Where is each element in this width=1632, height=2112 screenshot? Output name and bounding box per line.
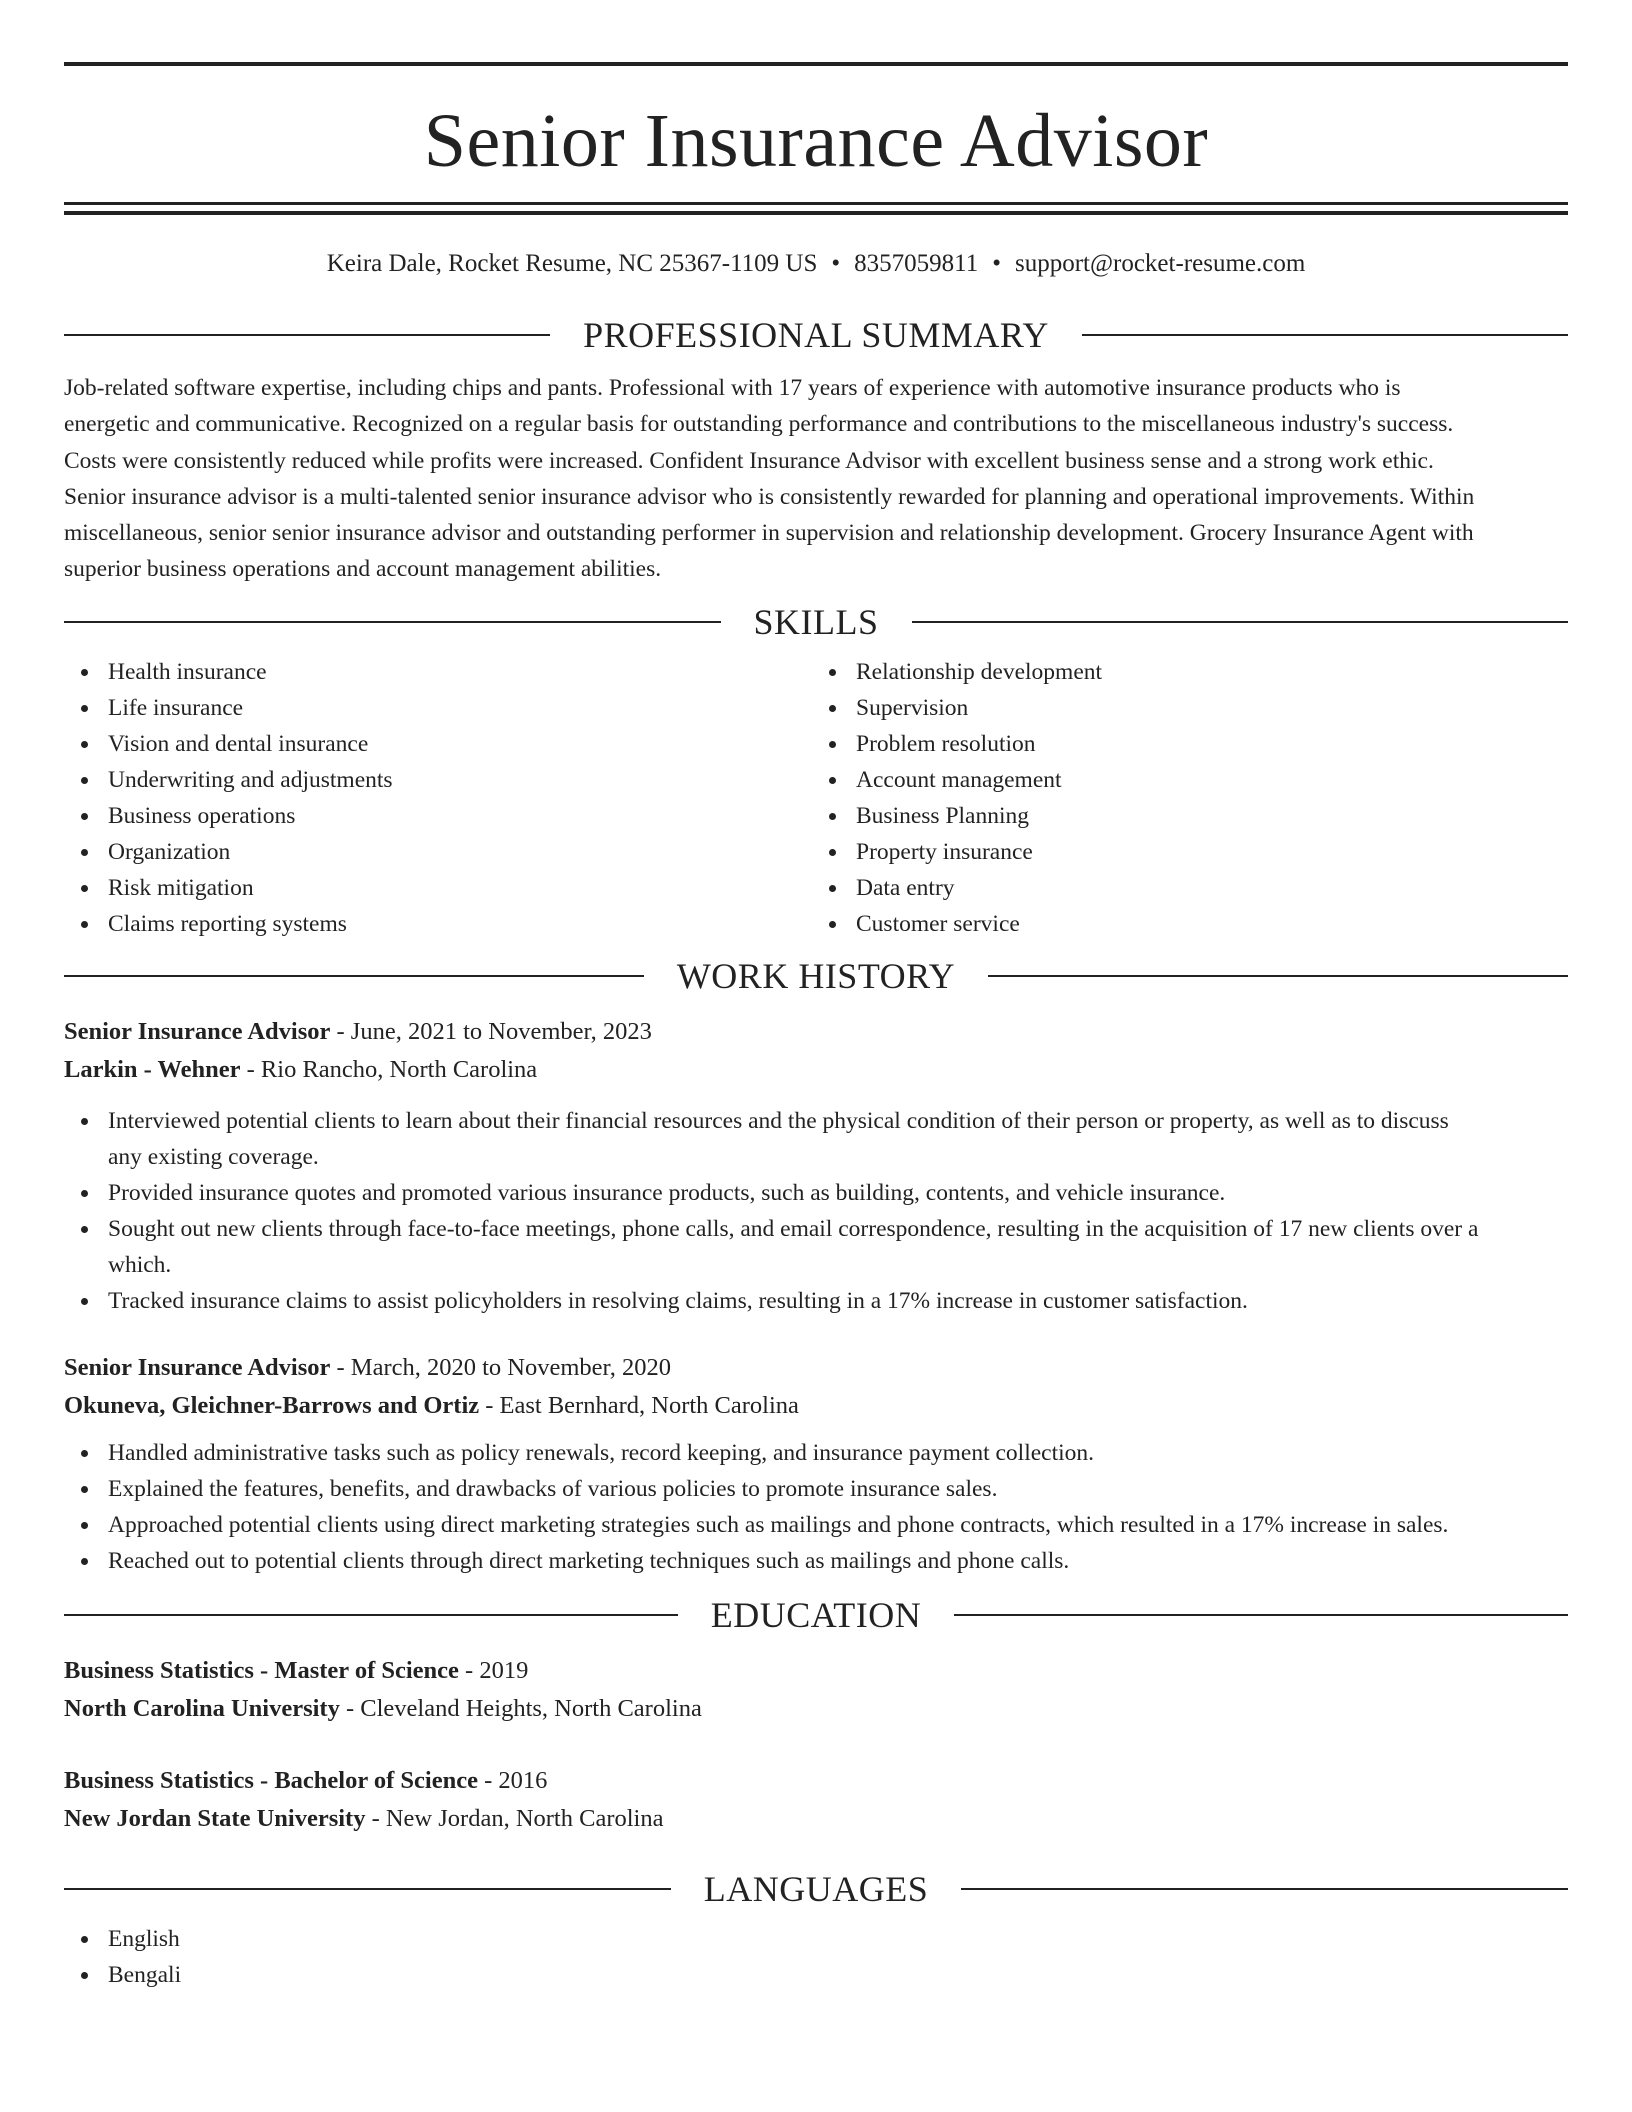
contact-phone: 8357059811: [854, 250, 979, 277]
summary-line: Costs were consistently reduced while profits were increased. Confident Insurance Advisor with excellent business sense and a strong work ethic.: [64, 447, 1434, 474]
job-company-line: [64, 1387, 1568, 1425]
work-section-title: WORK HISTORY: [676, 955, 956, 996]
education-school-line: [64, 1690, 1568, 1728]
job-bullet: Approached potential clients using direct marketing strategies such as mailings and phone contracts, which resulted in a 17% increase in sales.: [64, 1507, 1568, 1543]
skills-column-left: [64, 654, 816, 942]
job-title-line: [64, 1349, 1568, 1387]
summary-section-header: [64, 315, 1568, 355]
job-bullets: [64, 1103, 1568, 1319]
skills-column-right: [816, 654, 1568, 942]
skill-item: Data entry: [816, 870, 1568, 906]
education-location: - New Jordan, North Carolina: [365, 1804, 664, 1832]
skills-section-header: [64, 602, 1568, 642]
skill-item: Life insurance: [64, 690, 816, 726]
education-year: - 2016: [478, 1766, 548, 1794]
job-dates: - March, 2020 to November, 2020: [330, 1353, 671, 1381]
skill-item: Customer service: [816, 906, 1568, 942]
job-company: Okuneva, Gleichner-Barrows and Ortiz: [64, 1391, 480, 1419]
job-entry: [64, 1013, 1568, 1319]
contact-separator: •: [831, 250, 841, 277]
skill-item: Vision and dental insurance: [64, 726, 816, 762]
job-bullet: Sought out new clients through face-to-face meetings, phone calls, and email correspondence, resulting in the acquisition of 17 new clients over a which.: [64, 1211, 1568, 1283]
education-degree: Business Statistics - Master of Science: [64, 1656, 459, 1684]
job-dates: - June, 2021 to November, 2023: [330, 1017, 652, 1045]
contact-email[interactable]: support@rocket-resume.com: [1014, 250, 1306, 277]
job-location: - Rio Rancho, North Carolina: [240, 1055, 538, 1083]
header-double-rule: [64, 202, 1568, 215]
job-role: Senior Insurance Advisor: [64, 1353, 331, 1381]
skill-item: Property insurance: [816, 834, 1568, 870]
education-location: - Cleveland Heights, North Carolina: [339, 1694, 702, 1722]
resume-name: Senior Insurance Advisor: [423, 99, 1209, 183]
skill-item: Risk mitigation: [64, 870, 816, 906]
summary-line: energetic and communicative. Recognized on a regular basis for outstanding performance and contributions to the miscellaneous industry's success.: [64, 411, 1454, 438]
summary-paragraph: [64, 370, 1568, 588]
skill-item: Underwriting and adjustments: [64, 762, 816, 798]
job-company: Larkin - Wehner: [64, 1055, 241, 1083]
education-section-title: EDUCATION: [710, 1594, 922, 1635]
contact-address: Keira Dale, Rocket Resume, NC 25367-1109 US: [326, 250, 818, 277]
job-bullet: Interviewed potential clients to learn about their financial resources and the physical condition of their person or property, as well as to discuss any existing coverage.: [64, 1103, 1568, 1175]
resume-content: [64, 0, 1568, 1993]
skill-item: Supervision: [816, 690, 1568, 726]
skill-item: Problem resolution: [816, 726, 1568, 762]
contact-line: [64, 249, 1568, 279]
job-bullet: Provided insurance quotes and promoted various insurance products, such as building, contents, and vehicle insurance.: [64, 1175, 1568, 1211]
language-item: Bengali: [64, 1957, 1568, 1993]
skill-item: Health insurance: [64, 654, 816, 690]
summary-line: miscellaneous, senior senior insurance advisor and outstanding performer in supervision and relationship development. Grocery Insurance Agent with: [64, 520, 1474, 547]
education-year: - 2019: [458, 1656, 529, 1684]
education-school-line: [64, 1800, 1568, 1838]
job-bullet: Reached out to potential clients through direct marketing techniques such as mailings and phone calls.: [64, 1543, 1568, 1579]
skills-section-title: SKILLS: [753, 601, 879, 642]
skill-item: Organization: [64, 834, 816, 870]
education-entry: [64, 1652, 1568, 1728]
languages-section-title: LANGUAGES: [703, 1868, 929, 1909]
education-degree-line: [64, 1762, 1568, 1800]
job-bullet: Explained the features, benefits, and drawbacks of various policies to promote insurance sales.: [64, 1471, 1568, 1507]
summary-line: Senior insurance advisor is a multi-talented senior insurance advisor who is consistently rewarded for planning and operational improvements. Within: [64, 483, 1475, 510]
education-degree: Business Statistics - Bachelor of Science: [64, 1766, 478, 1794]
skill-item: Relationship development: [816, 654, 1568, 690]
skills-grid: [64, 654, 1568, 942]
education-section-header: [64, 1595, 1568, 1635]
education-school: New Jordan State University: [64, 1804, 366, 1832]
language-item: English: [64, 1921, 1568, 1957]
education-entry: [64, 1762, 1568, 1838]
skill-item: Business operations: [64, 798, 816, 834]
job-company-line: [64, 1051, 1568, 1089]
header-top-rule: [64, 62, 1568, 66]
job-title-line: [64, 1013, 1568, 1051]
languages-section-header: [64, 1869, 1568, 1909]
summary-section-title: PROFESSIONAL SUMMARY: [583, 315, 1049, 355]
summary-line: Job-related software expertise, including chips and pants. Professional with 17 years of experience with automotive insurance products who is: [64, 375, 1401, 401]
job-location: - East Bernhard, North Carolina: [479, 1391, 799, 1419]
work-section-header: [64, 956, 1568, 996]
education-school: North Carolina University: [64, 1694, 340, 1722]
skill-item: Business Planning: [816, 798, 1568, 834]
contact-separator: •: [992, 250, 1001, 277]
skill-item: Account management: [816, 762, 1568, 798]
job-bullets: [64, 1435, 1568, 1579]
summary-line: superior business operations and account management abilities.: [64, 556, 662, 583]
languages-list: [64, 1921, 1568, 1993]
job-entry: [64, 1349, 1568, 1579]
education-degree-line: [64, 1652, 1568, 1690]
skill-item: Claims reporting systems: [64, 906, 816, 942]
job-bullet: Tracked insurance claims to assist policyholders in resolving claims, resulting in a 17% increase in customer satisfaction.: [64, 1283, 1568, 1319]
job-role: Senior Insurance Advisor: [64, 1017, 331, 1045]
job-bullet: Handled administrative tasks such as policy renewals, record keeping, and insurance payment collection.: [64, 1435, 1568, 1471]
